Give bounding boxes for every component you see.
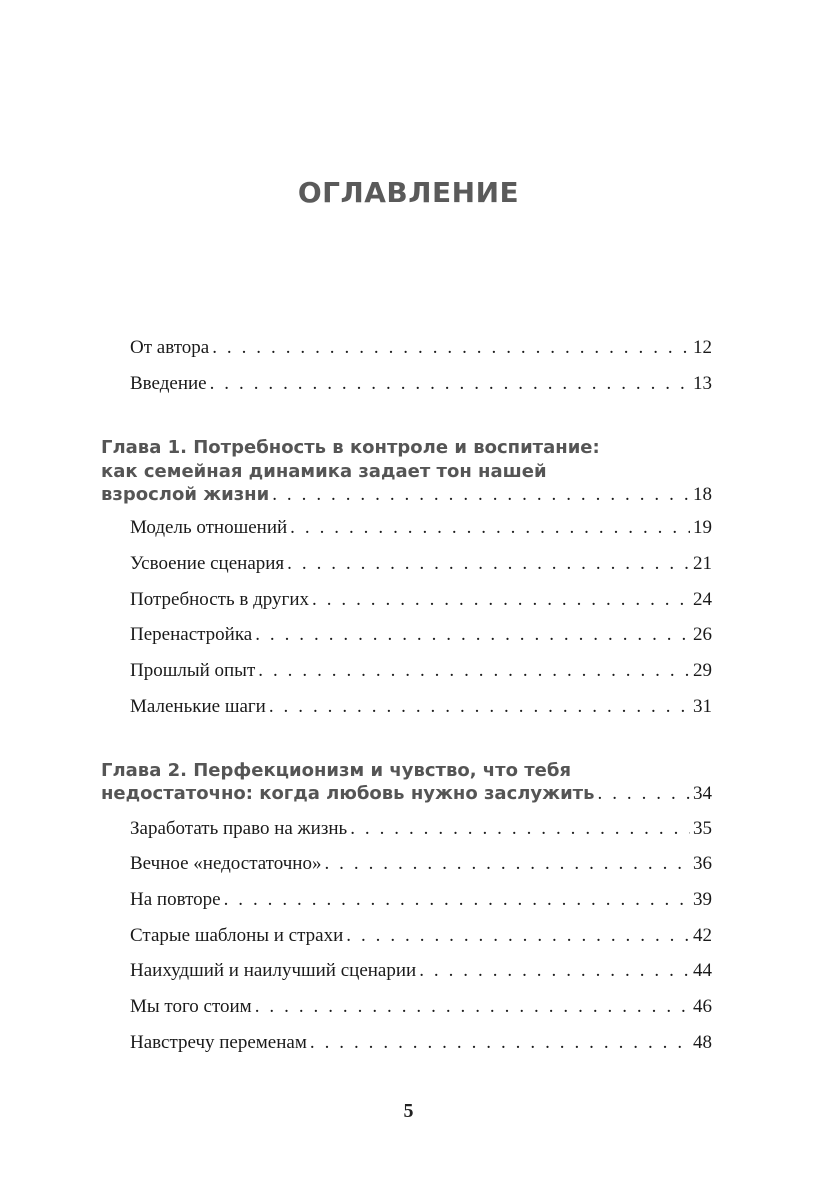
toc-entry-page: 12 xyxy=(693,337,712,358)
toc-entry-page: 39 xyxy=(693,889,712,910)
chapter-1-title-line[interactable]: как семейная динамика задает тон нашей xyxy=(101,461,547,482)
toc-leader-dots xyxy=(258,660,690,682)
toc-entry-label: Старые шаблоны и страхи xyxy=(130,925,344,946)
toc-entry[interactable] xyxy=(130,853,712,875)
chapter-2-title-line: недостаточно: когда любовь нужно заслужить xyxy=(101,783,595,804)
toc-entry[interactable] xyxy=(130,517,712,539)
chapter-1-title-line: взрослой жизни xyxy=(101,484,270,505)
toc-entry-page: 24 xyxy=(693,589,712,610)
page-title: ОГЛАВЛЕНИЕ xyxy=(297,176,520,209)
toc-entry-page: 21 xyxy=(693,553,712,574)
toc-entry[interactable] xyxy=(130,696,712,718)
toc-entry[interactable] xyxy=(130,960,712,982)
chapter-2-title-line[interactable]: Глава 2. Перфекционизм и чувство, что тебя xyxy=(101,760,571,781)
toc-entry[interactable] xyxy=(130,373,712,395)
page-number: 5 xyxy=(403,1100,414,1122)
toc-entry-label: На повторе xyxy=(130,889,221,910)
toc-entry[interactable] xyxy=(130,337,712,359)
chapter-1-page: 18 xyxy=(693,484,712,505)
toc-leader-dots xyxy=(346,925,690,947)
toc-leader-dots xyxy=(287,553,690,575)
toc-entry[interactable] xyxy=(130,818,712,840)
toc-entry[interactable] xyxy=(130,624,712,646)
toc-entry[interactable] xyxy=(130,553,712,575)
toc-entry-label: Навстречу переменам xyxy=(130,1032,307,1053)
toc-leader-dots xyxy=(269,696,690,718)
chapter-1-title-line[interactable]: Глава 1. Потребность в контроле и воспитание: xyxy=(101,437,600,458)
toc-leader-dots xyxy=(272,484,690,506)
toc-entry[interactable] xyxy=(130,889,712,911)
chapter-1-entry[interactable] xyxy=(101,484,712,506)
toc-entry-page: 44 xyxy=(693,960,712,981)
toc-entry[interactable] xyxy=(130,1032,712,1054)
toc-entry-label: Заработать право на жизнь xyxy=(130,818,348,839)
toc-entry[interactable] xyxy=(130,660,712,682)
toc-entry-label: Маленькие шаги xyxy=(130,696,266,717)
toc-entry-page: 19 xyxy=(693,517,712,538)
toc-entry-label: Перенастройка xyxy=(130,624,253,645)
toc-entry-label: Введение xyxy=(130,373,207,394)
toc-entry-page: 42 xyxy=(693,925,712,946)
toc-leader-dots xyxy=(212,337,690,359)
toc-entry-label: Усвоение сценария xyxy=(130,553,285,574)
toc-leader-dots xyxy=(324,853,690,875)
toc-leader-dots xyxy=(290,517,690,539)
toc-entry-page: 35 xyxy=(693,818,712,839)
toc-entry-page: 48 xyxy=(693,1032,712,1053)
toc-entry[interactable] xyxy=(130,589,712,611)
toc-leader-dots xyxy=(312,589,690,611)
toc-entry-label: От автора xyxy=(130,337,210,358)
toc-entry-page: 31 xyxy=(693,696,712,717)
toc-entry-label: Вечное «недостаточно» xyxy=(130,853,322,874)
toc-entry[interactable] xyxy=(130,925,712,947)
toc-entry-label: Потребность в других xyxy=(130,589,309,610)
toc-entry-page: 36 xyxy=(693,853,712,874)
toc-leader-dots xyxy=(350,818,690,840)
toc-entry-page: 26 xyxy=(693,624,712,645)
chapter-2-entry[interactable] xyxy=(101,783,712,805)
chapter-2-page: 34 xyxy=(693,783,712,804)
toc-entry-page: 46 xyxy=(693,996,712,1017)
toc-entry-page: 29 xyxy=(693,660,712,681)
toc-leader-dots xyxy=(419,960,690,982)
toc-leader-dots xyxy=(210,373,690,395)
toc-entry-label: Модель отношений xyxy=(130,517,288,538)
toc-leader-dots xyxy=(598,783,691,805)
toc-entry-label: Наихудший и наилучший сценарии xyxy=(130,960,417,981)
toc-leader-dots xyxy=(255,624,690,646)
toc-entry-label: Мы того стоим xyxy=(130,996,252,1017)
toc-leader-dots xyxy=(255,996,690,1018)
toc-leader-dots xyxy=(310,1032,690,1054)
toc-entry-label: Прошлый опыт xyxy=(130,660,256,681)
toc-leader-dots xyxy=(224,889,690,911)
toc-entry[interactable] xyxy=(130,996,712,1018)
toc-entry-page: 13 xyxy=(693,373,712,394)
